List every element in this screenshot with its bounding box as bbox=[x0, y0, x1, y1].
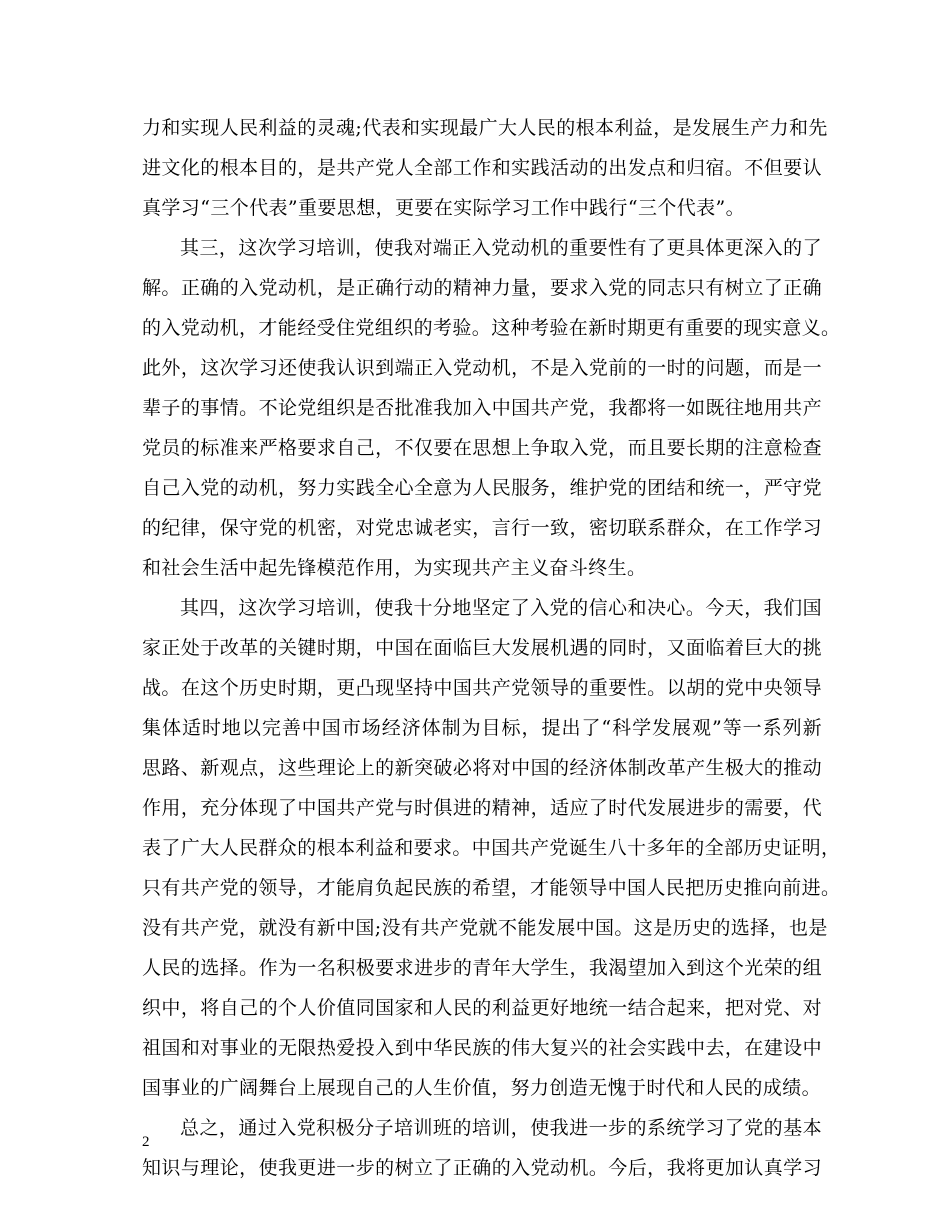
text-line: 只有共产党的领导，才能肩负起民族的希望，才能领导中国人民把历史推向前进。 bbox=[142, 877, 841, 899]
text-line: 解。正确的入党动机，是正确行动的精神力量，要求入党的同志只有树立了正确 bbox=[142, 277, 822, 299]
text-line: 进文化的根本目的，是共产党人全部工作和实践活动的出发点和归宿。不但要认 bbox=[142, 157, 822, 179]
text-line: 战。在这个历史时期，更凸现坚持中国共产党领导的重要性。以胡的党中央领导 bbox=[142, 677, 822, 699]
text-line: 真学习“三个代表”重要思想，更要在实际学习工作中践行“三个代表”。 bbox=[142, 197, 746, 219]
paragraph-first-line: 其四，这次学习培训，使我十分地坚定了入党的信心和决心。今天，我们国 bbox=[180, 597, 822, 619]
text-line: 辈子的事情。不论党组织是否批准我加入中国共产党，我都将一如既往地用共产 bbox=[142, 397, 822, 419]
text-line: 的入党动机，才能经受住党组织的考验。这种考验在新时期更有重要的现实意义。 bbox=[142, 317, 841, 339]
text-line: 的纪律，保守党的机密，对党忠诚老实，言行一致，密切联系群众，在工作学习 bbox=[142, 517, 822, 539]
text-line: 思路、新观点，这些理论上的新突破必将对中国的经济体制改革产生极大的推动 bbox=[142, 757, 822, 779]
text-line: 和社会生活中起先锋模范作用，为实现共产主义奋斗终生。 bbox=[142, 557, 647, 579]
text-line: 力和实现人民利益的灵魂;代表和实现最广大人民的根本利益，是发展生产力和先 bbox=[142, 117, 828, 139]
text-line: 自己入党的动机，努力实践全心全意为人民服务，维护党的团结和统一，严守党 bbox=[142, 477, 822, 499]
text-line: 知识与理论，使我更进一步的树立了正确的入党动机。今后，我将更加认真学习 bbox=[142, 1157, 822, 1179]
page-number: 2 bbox=[142, 1134, 150, 1150]
text-line: 没有共产党，就没有新中国;没有共产党就不能发展中国。这是历史的选择，也是 bbox=[142, 917, 828, 939]
text-line: 集体适时地以完善中国市场经济体制为目标，提出了“科学发展观”等一系列新 bbox=[142, 717, 822, 739]
text-line: 织中，将自己的个人价值同国家和人民的利益更好地统一结合起来，把对党、对 bbox=[142, 997, 822, 1019]
text-line: 国事业的广阔舞台上展现自己的人生价值，努力创造无愧于时代和人民的成绩。 bbox=[142, 1077, 822, 1099]
paragraph-first-line: 总之，通过入党积极分子培训班的培训，使我进一步的系统学习了党的基本 bbox=[180, 1117, 822, 1139]
text-line: 家正处于改革的关键时期，中国在面临巨大发展机遇的同时，又面临着巨大的挑 bbox=[142, 637, 822, 659]
text-line: 作用，充分体现了中国共产党与时俱进的精神，适应了时代发展进步的需要，代 bbox=[142, 797, 822, 819]
document-body bbox=[142, 108, 841, 1188]
text-line: 人民的选择。作为一名积极要求进步的青年大学生，我渴望加入到这个光荣的组 bbox=[142, 957, 822, 979]
text-line: 表了广大人民群众的根本利益和要求。中国共产党诞生八十多年的全部历史证明， bbox=[142, 837, 841, 859]
text-line: 党员的标准来严格要求自己，不仅要在思想上争取入党，而且要长期的注意检查 bbox=[142, 437, 822, 459]
text-line: 祖国和对事业的无限热爱投入到中华民族的伟大复兴的社会实践中去，在建设中 bbox=[142, 1037, 822, 1059]
text-line: 此外，这次学习还使我认识到端正入党动机，不是入党前的一时的问题，而是一 bbox=[142, 357, 822, 379]
paragraph-first-line: 其三，这次学习培训，使我对端正入党动机的重要性有了更具体更深入的了 bbox=[180, 237, 822, 259]
